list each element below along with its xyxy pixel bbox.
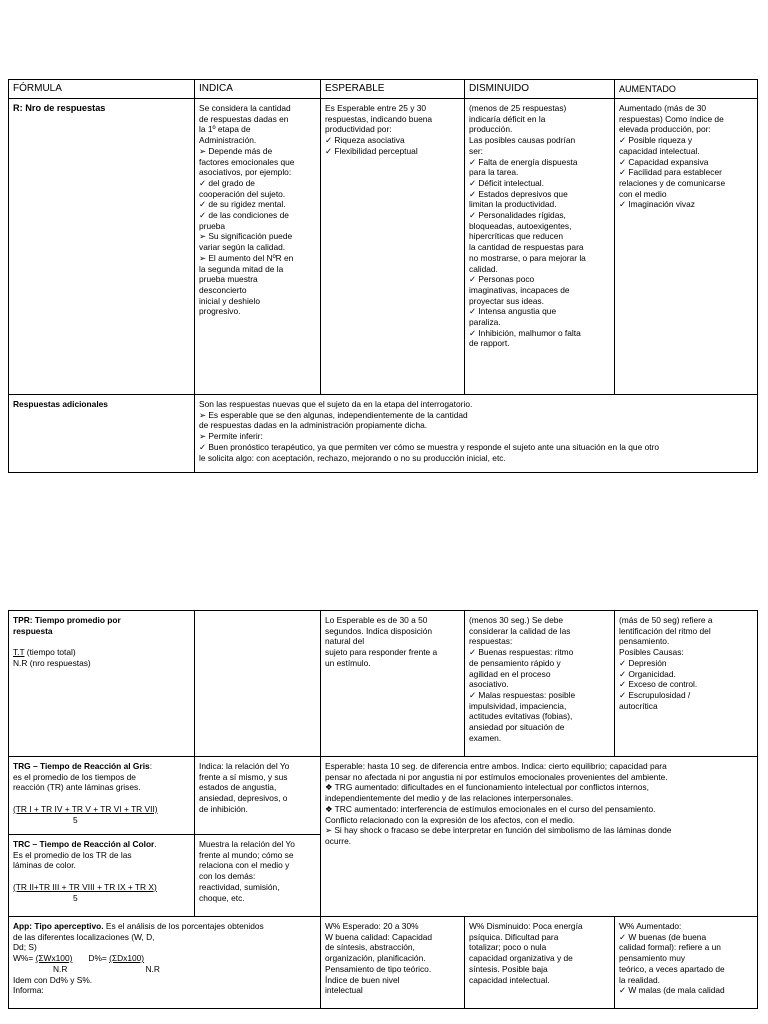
text-line: considerar la calidad de las bbox=[469, 625, 571, 636]
text-line: Lo Esperable es de 30 a 50 bbox=[325, 615, 428, 625]
text-line: Aumentado (más de 30 bbox=[619, 103, 707, 113]
text-line: ✓ Depresión bbox=[619, 657, 667, 668]
text-line: factores emocionales que bbox=[199, 156, 295, 167]
text-line: producción. bbox=[469, 124, 513, 135]
text-line: ➢ El aumento del NºR en bbox=[199, 252, 294, 263]
table-row-r bbox=[9, 99, 758, 395]
text-line: ✓ Déficit intelectual. bbox=[469, 177, 544, 188]
text-line: ✓ Personalidades rígidas, bbox=[469, 210, 566, 221]
text-line: frente al mundo; cómo se bbox=[199, 849, 294, 860]
formula-title bbox=[13, 839, 190, 850]
text-line: ocurre. bbox=[325, 835, 352, 846]
text-line: prueba muestra bbox=[199, 274, 258, 285]
cell-disminuido bbox=[465, 917, 615, 1009]
text-line: Índice de buen nivel bbox=[325, 974, 400, 985]
text-line: ✓ Inhibición, malhumor o falta bbox=[469, 327, 581, 338]
text-line: imaginativas, incapaces de bbox=[469, 284, 570, 295]
formula-title-text: TRC – Tiempo de Reacción al Color bbox=[13, 839, 155, 849]
text-line: desconcierto bbox=[199, 284, 247, 295]
text-line: limitan la productividad. bbox=[469, 199, 557, 210]
text-line: ✓ Posible riqueza y bbox=[619, 135, 693, 146]
cell-disminuido bbox=[465, 611, 615, 757]
cell-esperable bbox=[321, 611, 465, 757]
formula-desc: Dd; S) bbox=[13, 942, 37, 953]
text-line: asociativos, por ejemplo: bbox=[199, 167, 292, 178]
text-line: ✓ Facilidad para establecer bbox=[619, 167, 722, 178]
text-line: ✓ Falta de energía dispuesta bbox=[469, 156, 578, 167]
formula-title-rest: Es el análisis de los porcentajes obtenidos bbox=[103, 921, 264, 931]
text-line: respuestas, indicando buena bbox=[325, 113, 433, 124]
table-row-trg bbox=[9, 757, 758, 835]
formula-title-line: TPR: Tiempo promedio por bbox=[13, 615, 121, 625]
formula-title bbox=[13, 761, 190, 772]
formula-desc: es el promedio de los tiempos de bbox=[13, 771, 136, 782]
text-line: de inhibición. bbox=[199, 803, 248, 814]
text-line: la 1º etapa de bbox=[199, 124, 251, 135]
table-row-app bbox=[9, 917, 758, 1009]
text-line: la cantidad de respuestas para bbox=[469, 242, 584, 253]
text-line: W% Esperado: 20 a 30% bbox=[325, 921, 419, 931]
text-line: de síntesis, abstracción, bbox=[325, 942, 415, 953]
formula-title-rest: . bbox=[154, 839, 157, 849]
text-line: hipercríticas que reducen bbox=[469, 231, 564, 242]
text-line: calidad. bbox=[469, 263, 498, 274]
text-line: ✓ Capacidad expansiva bbox=[619, 156, 709, 167]
text-line: variar según la calidad. bbox=[199, 242, 286, 253]
formula-extra: Informa: bbox=[13, 985, 44, 996]
text-line: ✓ Buenas respuestas: ritmo bbox=[469, 647, 574, 658]
cell-indica bbox=[195, 835, 321, 917]
text-line: examen. bbox=[469, 732, 502, 743]
text-line: ✓ Personas poco bbox=[469, 274, 535, 285]
text-line: de pensamiento rápido y bbox=[469, 657, 561, 668]
table-header-row bbox=[9, 80, 758, 99]
formula-title: Respuestas adicionales bbox=[13, 399, 108, 409]
text-line: ✓ Organicidad. bbox=[619, 668, 676, 679]
text-line: con los demás: bbox=[199, 871, 256, 882]
text-line: capacidad intelectual. bbox=[619, 145, 700, 156]
formula-numerator-note: (tiempo total) bbox=[24, 647, 76, 658]
cell-indica bbox=[195, 611, 321, 757]
cell-indica bbox=[195, 99, 321, 395]
formula-divisor: 5 bbox=[73, 814, 78, 825]
text-line: síntesis. Posible baja bbox=[469, 963, 548, 974]
cell-description bbox=[195, 395, 758, 473]
text-line: respuestas) Como índice de bbox=[619, 113, 724, 124]
text-line: relaciones y de comunicarse bbox=[619, 177, 726, 188]
w-divisor: N.R bbox=[53, 963, 68, 974]
text-line: pensar no afectada ni por angustia ni por estímulos emocionales provenientes del ambiente. bbox=[325, 771, 668, 782]
formula-numerator-value: T.T bbox=[13, 647, 25, 658]
text-line: reactividad, sumisión, bbox=[199, 881, 280, 892]
text-line: ✓ de su rigidez mental. bbox=[199, 199, 286, 210]
text-line: progresivo. bbox=[199, 306, 241, 317]
text-line: Es Esperable entre 25 y 30 bbox=[325, 103, 427, 113]
formula-title-rest: : bbox=[149, 761, 153, 771]
table-row-adicionales bbox=[9, 395, 758, 473]
header-disminuido: DISMINUIDO bbox=[465, 80, 615, 99]
text-line: agilidad en el proceso bbox=[469, 668, 551, 679]
text-line: intelectual bbox=[325, 985, 363, 996]
spacer bbox=[13, 871, 190, 882]
table-formulas-2 bbox=[8, 610, 758, 1009]
text-line: frente a sí mismo, y sus bbox=[199, 771, 288, 782]
text-line: elevada producción, por: bbox=[619, 124, 711, 135]
text-line: relaciona con el medio y bbox=[199, 860, 290, 871]
header-esperable: ESPERABLE bbox=[321, 80, 465, 99]
text-line: Se considera la cantidad bbox=[199, 103, 291, 113]
text-line: proyectar sus ideas. bbox=[469, 295, 544, 306]
cell-trg-trc-interpretation bbox=[321, 757, 758, 917]
formula-expression: (TR II+TR III + TR VIII + TR IX + TR X) bbox=[13, 881, 157, 892]
text-line: capacidad organizativa y de bbox=[469, 953, 573, 964]
cell-indica bbox=[195, 757, 321, 835]
text-line: ❖ TRC aumentado: interferencia de estímulos emocionales en el curso del pensamiento. bbox=[325, 803, 656, 814]
d-divisor: N.R bbox=[145, 963, 160, 974]
text-line: ✓ del grado de bbox=[199, 177, 255, 188]
text-line: cooperación del sujeto. bbox=[199, 188, 286, 199]
w-formula: (ΣWx100) bbox=[35, 953, 73, 964]
text-line: pensamiento muy bbox=[619, 953, 686, 964]
header-aumentado: AUMENTADO bbox=[615, 80, 758, 99]
cell-esperable bbox=[321, 99, 465, 395]
formula-title-text: TRG – Tiempo de Reacción al Gris bbox=[13, 761, 150, 771]
formula-desc: láminas de color. bbox=[13, 860, 76, 871]
cell-esperable bbox=[321, 917, 465, 1009]
text-line: estados de angustia, bbox=[199, 782, 277, 793]
text-line: ✓ Riqueza asociativa bbox=[325, 135, 405, 146]
text-line: productividad por: bbox=[325, 124, 392, 135]
text-line: ✓ Exceso de control. bbox=[619, 679, 698, 690]
text-line: Indica: la relación del Yo bbox=[199, 761, 290, 771]
text-line: ✓ W malas (de mala calidad bbox=[619, 985, 725, 996]
text-line: inicial y deshielo bbox=[199, 295, 260, 306]
formula-desc: reacción (TR) ante láminas grises. bbox=[13, 782, 141, 793]
text-line: no mostrarse, o para mejorar la bbox=[469, 252, 586, 263]
text-line: de rapport. bbox=[469, 338, 510, 349]
text-line: ✓ Escrupulosidad / bbox=[619, 689, 691, 700]
text-line: ✓ W buenas (de buena bbox=[619, 931, 707, 942]
cell-disminuido bbox=[465, 99, 615, 395]
text-line: impulsividad, impaciencia, bbox=[469, 700, 567, 711]
header-formula: FÓRMULA bbox=[9, 80, 195, 99]
formula-denominator: N.R (nro respuestas) bbox=[13, 657, 91, 668]
formula-title bbox=[13, 921, 316, 932]
text-line: ansiedad por situación de bbox=[469, 722, 565, 733]
text-line: paraliza. bbox=[469, 317, 501, 328]
text-line: con el medio bbox=[619, 188, 667, 199]
text-line: la segunda mitad de la bbox=[199, 263, 284, 274]
d-formula: (ΣDx100) bbox=[109, 953, 145, 964]
text-line: Administración. bbox=[199, 135, 257, 146]
d-label: D%= bbox=[88, 953, 110, 964]
text-line: Conflicto relacionado con la expresión de los afectos, con el medio. bbox=[325, 814, 575, 825]
text-line: ➢ Si hay shock o fracaso se debe interpretar en función del simbolismo de las láminas donde bbox=[325, 825, 672, 836]
text-line: calidad formal): refiere a un bbox=[619, 942, 721, 953]
formula-extra: Idem con Dd% y S%. bbox=[13, 974, 93, 985]
spacer bbox=[13, 793, 190, 804]
cell-formula bbox=[9, 611, 195, 757]
text-line: bloqueadas, autoexigentes, bbox=[469, 220, 572, 231]
text-line: psíquica. Dificultad para bbox=[469, 931, 559, 942]
formula-expression: (TR I + TR IV + TR V + TR VI + TR VII) bbox=[13, 803, 158, 814]
formula-title-text: App: Tipo aperceptivo. bbox=[13, 921, 104, 931]
text-line: totalizar; poco o nula bbox=[469, 942, 547, 953]
text-line: para la tarea. bbox=[469, 167, 519, 178]
text-line: capacidad intelectual. bbox=[469, 974, 550, 985]
text-line: sujeto para responder frente a bbox=[325, 647, 438, 658]
text-line: ✓ Imaginación vivaz bbox=[619, 199, 695, 210]
text-line: (más de 50 seg) refiere a bbox=[619, 615, 713, 625]
formula-desc: de las diferentes localizaciones (W, D, bbox=[13, 931, 155, 942]
text-line: ❖ TRG aumentado: dificultades en el funcionamiento intelectual por conflictos internos, bbox=[325, 782, 649, 793]
cell-formula bbox=[9, 99, 195, 395]
spacer bbox=[13, 636, 190, 647]
text-line: Esperable: hasta 10 seg. de diferencia entre ambos. Indica: cierto equilibrio; capacidad para bbox=[325, 761, 667, 771]
text-line: ➢ Es esperable que se den algunas, independientemente de la cantidad bbox=[199, 409, 468, 420]
text-line: lentificación del ritmo del bbox=[619, 625, 711, 636]
formula-divisors bbox=[13, 964, 316, 975]
cell-aumentado bbox=[615, 99, 758, 395]
cell-formula bbox=[9, 757, 195, 835]
text-line: actitudes evitativas (fobias), bbox=[469, 711, 573, 722]
formula-numerator bbox=[13, 647, 190, 658]
text-line: ✓ Estados depresivos que bbox=[469, 188, 568, 199]
text-line: Posibles Causas: bbox=[619, 647, 684, 658]
cell-aumentado bbox=[615, 611, 758, 757]
text-line: W% Disminuido: Poca energía bbox=[469, 921, 583, 931]
text-line: natural del bbox=[325, 636, 365, 647]
text-line: ansiedad, depresivos, o bbox=[199, 793, 288, 804]
text-line: segundos. Indica disposición bbox=[325, 625, 433, 636]
text-line: un estímulo. bbox=[325, 657, 371, 668]
text-line: respuestas: bbox=[469, 636, 513, 647]
text-line: independientemente del medio y de las relaciones interpersonales. bbox=[325, 793, 574, 804]
text-line: ➢ Su significación puede bbox=[199, 231, 293, 242]
text-line: asociativo. bbox=[469, 679, 509, 690]
text-line: Muestra la relación del Yo bbox=[199, 839, 295, 849]
cell-formula bbox=[9, 835, 195, 917]
text-line: le solicita algo: con aceptación, rechazo, mejorando o no su producción inicial, etc. bbox=[199, 452, 506, 463]
text-line: (menos de 25 respuestas) bbox=[469, 103, 567, 113]
text-line: ➢ Permite inferir: bbox=[199, 431, 263, 442]
formula-title: R: Nro de respuestas bbox=[13, 103, 106, 113]
text-line: de respuestas dadas en la administración propiamente dicha. bbox=[199, 420, 428, 431]
table-row-tpr bbox=[9, 611, 758, 757]
formula-percentages bbox=[13, 953, 316, 964]
header-indica: INDICA bbox=[195, 80, 321, 99]
formula-title-line: respuesta bbox=[13, 625, 53, 636]
text-line: la realidad. bbox=[619, 974, 660, 985]
text-line: autocrítica bbox=[619, 700, 658, 711]
text-line: (menos 30 seg.) Se debe bbox=[469, 615, 564, 625]
text-line: teórico, a veces apartado de bbox=[619, 963, 725, 974]
text-line: ➢ Depende más de bbox=[199, 145, 273, 156]
formula-divisor: 5 bbox=[73, 892, 78, 903]
text-line: ser: bbox=[469, 145, 483, 156]
text-line: W% Aumentado: bbox=[619, 921, 682, 931]
text-line: ✓ Flexibilidad perceptual bbox=[325, 145, 418, 156]
text-line: Son las respuestas nuevas que el sujeto da en la etapa del interrogatorio. bbox=[199, 399, 473, 409]
text-line: indicaría déficit en la bbox=[469, 113, 546, 124]
text-line: ✓ Intensa angustia que bbox=[469, 306, 557, 317]
formula-desc: Es el promedio de los TR de las bbox=[13, 849, 132, 860]
cell-formula bbox=[9, 395, 195, 473]
text-line: de respuestas dadas en bbox=[199, 113, 289, 124]
w-label: W%= bbox=[13, 953, 36, 964]
text-line: W buena calidad: Capacidad bbox=[325, 931, 433, 942]
cell-formula bbox=[9, 917, 321, 1009]
text-line: ✓ Malas respuestas: posible bbox=[469, 689, 576, 700]
text-line: Las posibles causas podrían bbox=[469, 135, 576, 146]
text-line: pensamiento. bbox=[619, 636, 670, 647]
text-line: organización, planificación. bbox=[325, 953, 426, 964]
cell-aumentado bbox=[615, 917, 758, 1009]
table-formulas-1 bbox=[8, 79, 758, 473]
text-line: prueba bbox=[199, 220, 226, 231]
text-line: choque, etc. bbox=[199, 892, 245, 903]
text-line: ✓ Buen pronóstico terapéutico, ya que permiten ver cómo se muestra y responde el sujeto ante una situación en la que otro bbox=[199, 441, 660, 452]
text-line: ✓ de las condiciones de bbox=[199, 210, 289, 221]
text-line: Pensamiento de tipo teórico. bbox=[325, 963, 432, 974]
